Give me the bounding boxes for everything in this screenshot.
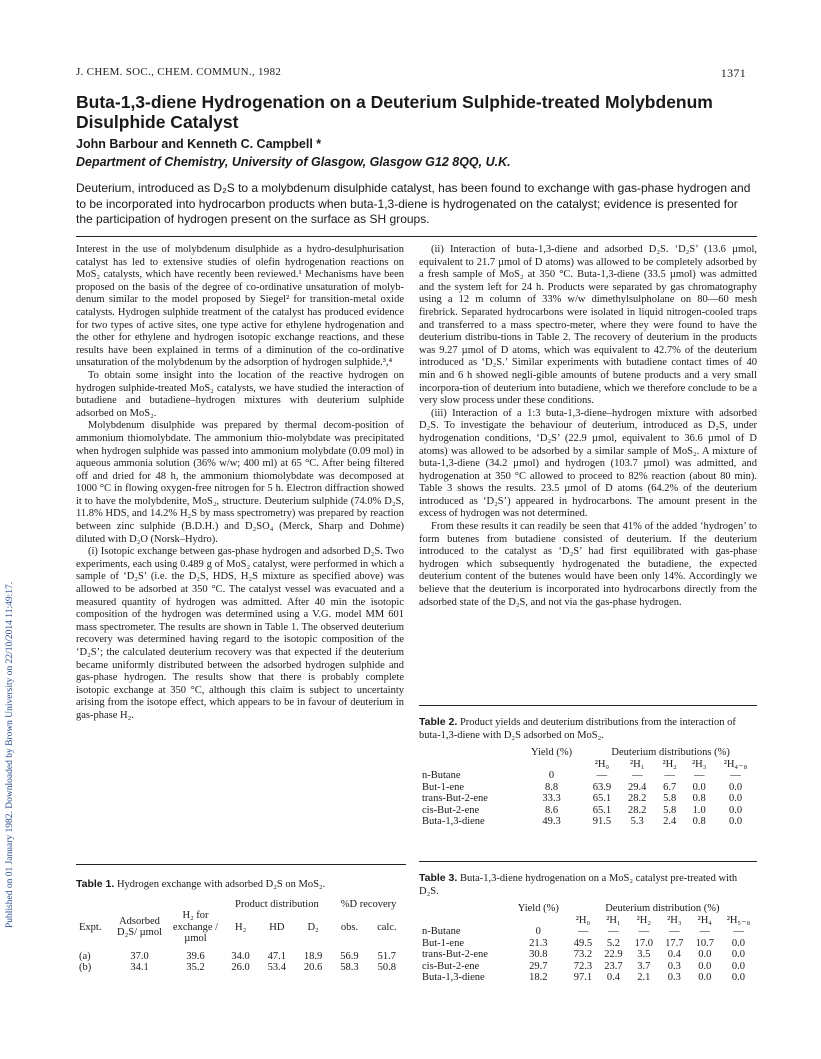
table-cell: 28.2 <box>628 804 647 816</box>
table-header: Deuterium distributions (%) <box>611 747 730 758</box>
table-cell: trans-But-2-ene <box>422 949 488 960</box>
table-cell: 0.4 <box>606 972 620 983</box>
table-header: Deuterium distribution (%) <box>605 903 720 914</box>
table-cell: — <box>596 770 608 781</box>
table-cell: 58.3 <box>340 962 359 973</box>
table-header: ²H₀ <box>575 914 591 926</box>
journal-name: J. CHEM. SOC., CHEM. COMMUN., 1982 <box>76 66 282 78</box>
table-cell: But-1-ene <box>422 781 464 793</box>
table-cell: 29.7 <box>529 960 548 972</box>
paragraph: From these results it can readily be seen that 41% of the added ‘hydrogen’ to form butenes from butadiene consisted of deuterium. If the deuterium introduced to the catalyst as ‘D₂S’ had first equilibrated with gas-phase hydrogen which subsequently hydrogenated the butadiene, the expected deuterium content of the butenes would have been only 14%. Accordingly we believe that the deuterium is incorporated into hydrocarbons directly from the adsorbed state of the D₂S, and not via the gas-phase hydrogen. <box>419 521 757 608</box>
table-cell: n-Butane <box>422 770 461 781</box>
table-cell: 0.0 <box>728 793 743 804</box>
table-2 <box>419 716 757 828</box>
table-cell: 35.2 <box>186 962 205 973</box>
download-side-note: Published on 01 January 1982. Downloaded by Brown University on 22/10/2014 11:49:17. <box>5 581 15 928</box>
header-rule <box>76 236 757 237</box>
table-row <box>419 805 757 817</box>
table-cell: 8.8 <box>544 781 559 793</box>
table-cell: 39.6 <box>186 950 205 962</box>
table-cell: 29.4 <box>628 781 647 793</box>
table-cell: 47.1 <box>267 950 287 962</box>
table-cell: 0.0 <box>728 781 743 793</box>
paragraph: Molybdenum disulphide was prepared by thermal decom-position of ammonium thiomolybdate. The ammonium thio-molybdate was precipitated when hydrogen sulphide was passed into ammonium molybdate (0.09 mol) in aqueous ammonia solution (36% w/w; 400 ml) at 65 °C. After being filtered off and dried for 48 h, the ammonium thiomolybdate was decomposed at 1000 °C in flowing oxygen-free nitrogen for 5 h. Electron diffraction showed it to have the molybdenite, MoS₂, structure. Deuterium sulphide (74.0% D₂S, 11.8% HDS, and 14.2% H₂S by mass spectrometry) was prepared by reaction between zinc sulphide (B.D.H.) and D₂SO₄ (Merck, Sharp and Dohme) diluted with D₂O (Norsk–Hydro). <box>76 420 404 545</box>
table-cell: 63.9 <box>592 781 612 793</box>
table-cell: — <box>730 770 741 781</box>
table-cell: 1.0 <box>692 804 706 816</box>
authors: John Barbour and Kenneth C. Campbell * <box>76 137 322 151</box>
abstract: Deuterium, introduced as D₂S to a molybdenum disulphide catalyst, has been found to exchange with gas-phase hydrogen and to be incorporated into hydrocarbon products when buta-1,3-diene is hydrogenated on the catalyst; evidence is presented for the participation of hydrogen present on the surface as SH groups. <box>76 181 751 226</box>
table-cell: 37.0 <box>130 950 149 962</box>
table-cell: 0.8 <box>692 793 706 804</box>
table-row <box>419 961 757 973</box>
table-cell: n-Butane <box>422 926 461 937</box>
table-cell: 65.1 <box>592 793 612 804</box>
table-cell: 17.0 <box>634 937 654 949</box>
table-cell: 91.5 <box>592 816 612 827</box>
paragraph: (iii) Interaction of a 1:3 buta-1,3-diene–hydrogen mixture with adsorbed D₂S. To investigate the behaviour of deuterium, introduced as D₂S, under hydrogenation conditions, ‘D₂S’ (22.9 µmol, equivalent to 36.6 µmol of D atoms) was allowed to be adsorbed by a similar sample of MoS₂. A mixture of buta-1,3-diene (34.2 µmol) and hydrogen (103.7 µmol) was admitted, and hydrogenation at 350 °C allowed to proceed to 82% reaction (about 80 min). Table 3 shows the results. 23.5 µmol of D atoms (64.2% of the deuterium introduced as ‘D₂S’) appeared in hydrocarbons. The amount present in the excess of hydrogen was not determined. <box>419 407 757 520</box>
page-number: 1371 <box>720 66 746 80</box>
table-cell: 2.4 <box>663 816 677 827</box>
paragraph: Interest in the use of molybdenum disulphide as a hydro-desulphurisation catalyst has led to extensive studies of olefin hydrogenation reactions on MoS₂ catalysts, which have recently been reviewed.¹ Mechanisms have been proposed on the basis of the degree of co-ordinative unsaturation of molyb-denum similar to the model proposed by Siegel² for transition-metal oxide catalysts. Hydrogen sulphide treatment of the catalyst has produced evidence for two types of active sites, one type active for ethylene hydrogenation and the other for ethylene and hydrogen isotopic exchange reactions, and these results have been explained in terms of a diminution of the co-ordinative unsaturation of the molybdenum by the adsorption of hydrogen sulphide.³,⁴ <box>76 244 404 369</box>
table-row <box>419 949 757 961</box>
table-header: ²H₀ <box>594 758 610 770</box>
table-header: %D recovery <box>340 898 397 910</box>
table-label: Table 3. <box>419 872 458 884</box>
table-cell: 0.0 <box>728 816 743 827</box>
table-cell: (b) <box>79 962 92 973</box>
table-cell: — <box>631 770 643 781</box>
table-cell: 50.8 <box>377 962 397 973</box>
table-header: D₂ <box>307 921 319 933</box>
table-cell: — <box>733 926 744 937</box>
table-cell: 0.4 <box>667 949 681 960</box>
table-cell: cis-But-2-ene <box>422 804 480 816</box>
table-cell: — <box>638 926 650 937</box>
table-cell: 65.1 <box>592 804 612 816</box>
table-cell: trans-But-2-ene <box>422 793 488 804</box>
table-header: Yield (%) <box>530 747 573 758</box>
table-cell: 0 <box>535 926 541 937</box>
table-header: obs. <box>340 921 359 933</box>
table-cell: 72.3 <box>573 960 593 972</box>
table-caption <box>76 878 406 892</box>
table-cell: 0.0 <box>731 960 746 972</box>
table-cell: — <box>699 926 710 937</box>
table-row <box>419 770 757 782</box>
paragraph: To obtain some insight into the location of the reactive hydrogen on hydrogen sulphide-treated MoS₂ catalysts, we have studied the interaction of butadiene and butadiene–hydrogen mixtures with deuterium sulphide adsorbed on MoS₂. <box>76 369 404 419</box>
table-header: H₂ <box>234 921 247 933</box>
table-cell: 26.0 <box>231 962 250 973</box>
article-title: Buta-1,3-diene Hydrogenation on a Deuterium Sulphide-treated Molybdenum Disulphide Catalyst <box>76 92 713 132</box>
table-header: ²H₄ <box>697 914 712 926</box>
table-cell: 3.5 <box>637 949 651 960</box>
right-column <box>419 244 757 609</box>
paragraph: (ii) Interaction of buta-1,3-diene and adsorbed D₂S. ‘D₂S’ (13.6 µmol, equivalent to 21.7 µmol of D atoms) was allowed to be completely adsorbed by a fresh sample of MoS₂ at 350 °C. Buta-1,3-diene (33.5 µmol) was admitted and the system left for 24 h. Products were separated by gas chromatography using a 12 m column of 33% w/w dimethylsulpholane on 80—60 mesh firebrick. Separated hydrocarbons were isolated in liquid nitrogen-cooled traps and transferred to a mass spectro-meter, where they were found to have the deuterium distribu-tions in Table 2. The recovery of deuterium in the products was 9.27 µmol of D atoms, which was equivalent to 42.7% of the deuterium introduced as ‘D₂S.’ Similar experiments with butadiene contact times of 40 min and 6 h showed negli-gible amounts of butene products and a very small incorpora-tion of deuterium into butadiene, which we therefore conclude to be a very slow process under these conditions. <box>419 244 757 407</box>
table-1 <box>76 878 406 974</box>
table-cell: 0.8 <box>692 816 706 827</box>
table-caption <box>419 872 757 898</box>
table-cell: 33.3 <box>542 793 561 804</box>
table-cell: 0.0 <box>698 972 712 983</box>
table-cell: — <box>693 770 705 781</box>
table-cell: 6.7 <box>663 781 677 793</box>
table-cell: 0 <box>548 770 555 781</box>
table-rule <box>419 705 757 706</box>
table-row <box>76 962 406 974</box>
table-cell: 21.3 <box>529 937 548 949</box>
table-header: HD <box>269 921 285 933</box>
table-header: ²H₂ <box>636 914 652 926</box>
table-cell: 49.5 <box>573 937 593 949</box>
table-row <box>419 816 757 828</box>
table-cell: 5.2 <box>606 937 620 949</box>
table-header: Yield (%) <box>517 903 559 914</box>
table-cell: 17.7 <box>665 937 684 949</box>
table-cell: 0.0 <box>698 949 712 960</box>
table-cell: — <box>669 926 680 937</box>
table-header: ²H₁ <box>606 914 621 926</box>
table-cell: 18.2 <box>529 972 548 983</box>
table-caption-text: Hydrogen exchange with adsorbed D₂S on MoS₂. <box>116 879 326 890</box>
table-cell: 0.0 <box>698 960 712 972</box>
table-row <box>419 926 757 938</box>
table-cell: 0.0 <box>728 804 743 816</box>
table-cell: 10.7 <box>695 937 714 949</box>
table-cell: 97.1 <box>573 972 593 983</box>
table-3 <box>419 872 757 984</box>
table-header: ²H₃ <box>692 758 707 770</box>
table-cell: — <box>664 770 675 781</box>
table-cell: 18.9 <box>303 950 323 962</box>
table-cell: 30.8 <box>529 949 548 960</box>
table-cell: 49.3 <box>542 816 561 827</box>
table-row <box>419 972 757 984</box>
table-row <box>76 951 406 963</box>
table-label: Table 1. <box>76 878 115 890</box>
table-1-grid <box>76 899 406 974</box>
table-cell: cis-But-2-ene <box>422 960 480 972</box>
table-caption-text: Product yields and deuterium distributions from the interaction of buta-1,3-diene with D₂S adsorbed on MoS₂. <box>419 717 736 741</box>
table-cell: (a) <box>79 950 91 962</box>
table-header: calc. <box>377 921 397 933</box>
table-cell: — <box>608 926 619 937</box>
table-caption-text: Buta-1,3-diene hydrogenation on a MoS₂ catalyst pre-treated with D₂S. <box>419 873 738 897</box>
table-row <box>419 938 757 950</box>
table-cell: 0.0 <box>692 781 706 793</box>
table-row <box>419 782 757 794</box>
table-cell: 28.2 <box>628 793 647 804</box>
paragraph: (i) Isotopic exchange between gas-phase hydrogen and adsorbed D₂S. Two experiments, each using 0.489 g of MoS₂ catalyst, were performed in which a sample of ‘D₂S’ (i.e. the D₂S, HDS, H₂S mixture as specified above) was allowed to be adsorbed at 350 °C. The catalyst vessel was evacuated and a measured quantity of hydrogen was admitted. After 40 min the isotopic composition of the hydrogen was determined using a V.G. model MM 601 mass spectrometer. The results are shown in Table 1. The observed deuterium recovery was determined having regard to the isotopic composition of the ‘D₂S’; the calculated deuterium recovery was that expected if the deuterium became uniformly distributed between the adsorbed hydrogen sulphide and gas-phase hydrogen. The results show that there is probably complete isotopic exchange at 350 °C, although this claim is subject to uncertainty arising from the isotope effect, which appears to be in favour of deuterium in gas-phase H₂. <box>76 546 404 721</box>
table-cell: Buta-1,3-diene <box>422 972 485 983</box>
table-cell: 5.8 <box>663 793 677 804</box>
table-cell: 73.2 <box>573 949 593 960</box>
table-cell: 34.1 <box>130 962 149 973</box>
table-rule <box>76 864 406 865</box>
table-cell: 0.3 <box>667 960 681 972</box>
table-2-grid <box>419 747 757 828</box>
left-column <box>76 244 404 723</box>
table-cell: 5.3 <box>630 816 644 827</box>
table-cell: 23.7 <box>604 960 623 972</box>
table-cell: 0.0 <box>731 972 746 983</box>
table-cell: 20.6 <box>303 962 323 973</box>
table-cell: 0.0 <box>731 937 746 949</box>
table-header: ²H₁ <box>630 758 645 770</box>
table-cell: Buta-1,3-diene <box>422 816 485 827</box>
table-cell: But-1-ene <box>422 937 464 949</box>
table-cell: 56.9 <box>340 950 359 962</box>
table-cell: 22.9 <box>604 949 623 960</box>
table-cell: 34.0 <box>231 950 250 962</box>
table-cell: 8.6 <box>544 804 559 816</box>
table-cell: — <box>577 926 589 937</box>
table-cell: 3.7 <box>637 960 651 972</box>
table-header: ²H₅₋₈ <box>726 914 751 926</box>
table-header: ²H₂ <box>662 758 677 770</box>
table-header: H₂ for exchange /µmol <box>172 910 219 944</box>
table-cell: 2.1 <box>637 972 651 983</box>
table-header: ²H₄₋₈ <box>723 758 748 770</box>
table-header: ²H₃ <box>667 914 682 926</box>
running-head <box>76 66 746 82</box>
table-caption <box>419 716 757 742</box>
affiliation: Department of Chemistry, University of Glasgow, Glasgow G12 8QQ, U.K. <box>76 155 511 169</box>
table-header: Adsorbed D₂S/ µmol <box>116 915 162 939</box>
table-cell: 0.0 <box>731 949 746 960</box>
table-header: Expt. <box>79 921 102 933</box>
table-row <box>419 793 757 805</box>
table-label: Table 2. <box>419 716 458 728</box>
table-3-grid <box>419 903 757 984</box>
table-cell: 5.8 <box>663 804 677 816</box>
table-cell: 0.3 <box>667 972 681 983</box>
table-cell: 53.4 <box>267 962 287 973</box>
table-cell: 51.7 <box>377 950 397 962</box>
table-header: Product distribution <box>234 898 319 910</box>
table-rule <box>419 861 757 862</box>
